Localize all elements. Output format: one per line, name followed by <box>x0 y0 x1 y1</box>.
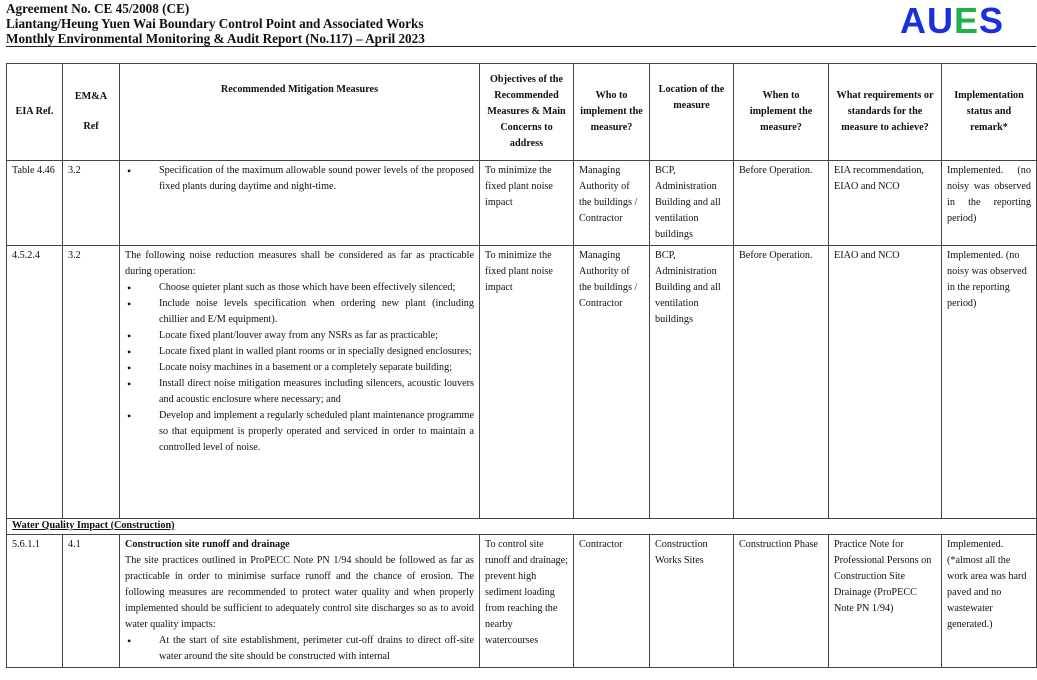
row1-requirements: EIA recommendation, EIAO and NCO <box>829 161 942 246</box>
list-item <box>125 163 474 195</box>
list-item <box>125 328 474 344</box>
logo-letter-e: E <box>954 0 980 41</box>
bullet-icon: • <box>127 377 132 391</box>
header-requirements: What requirements or standards for the measure to achieve? <box>829 64 942 161</box>
report-header <box>6 1 425 46</box>
agreement-number: Agreement No. CE 45/2008 (CE) <box>6 1 190 16</box>
row2-intro: The following noise reduction measures shall be considered as far as practicable during operation: <box>125 250 474 277</box>
project-title: Liantang/Heung Yuen Wai Boundary Control Point and Associated Works <box>6 16 424 31</box>
report-title: Monthly Environmental Monitoring & Audit Report (No.117) – April 2023 <box>6 31 425 46</box>
row2-eia-ref: 4.5.2.4 <box>7 246 63 519</box>
bullet-text: Locate fixed plant/louver away from any NSRs as far as practicable; <box>159 330 438 341</box>
row1-eia-ref: Table 4.46 <box>7 161 63 246</box>
bullet-text: Install direct noise mitigation measures including silencers, acoustic louvers and acoustic enclosure where necessary; and <box>159 378 474 405</box>
bullet-text: Choose quieter plant such as those which have been effectively silenced; <box>159 282 456 293</box>
header-eia-ref: EIA Ref. <box>7 64 63 161</box>
header-ema-ref <box>63 64 120 161</box>
header-objectives: Objectives of the Recommended Measures & Main Concerns to address <box>480 64 574 161</box>
bullet-icon: • <box>127 634 132 648</box>
row3-objectives: To control site runoff and drainage; prevent high sediment loading from reaching the nearby watercourses <box>480 535 574 668</box>
row3-paragraph: The site practices outlined in ProPECC Note PN 1/94 should be followed as far as practicable in order to minimise surface runoff and the chance of erosion. The following measures are recommended to protect water quality and when properly implemented should be sufficient to adequately control site discharges so as to avoid water quality impacts: <box>125 555 474 630</box>
bullet-text: Locate fixed plant in walled plant rooms or in specially designed enclosures; <box>159 346 472 357</box>
header-ema-ref-line2: Ref <box>83 121 99 132</box>
bullet-icon: • <box>127 345 132 359</box>
row3-status: Implemented. (*almost all the work area was hard paved and no wastewater generated.) <box>942 535 1037 668</box>
bullet-icon: • <box>127 361 132 375</box>
bullet-icon: • <box>127 297 132 311</box>
section-title: Water Quality Impact (Construction) <box>12 520 175 531</box>
bullet-icon: • <box>127 164 132 178</box>
bullet-icon: • <box>127 281 132 295</box>
bullet-icon: • <box>127 329 132 343</box>
bullet-text: Include noise levels specification when ordering new plant (including chillier and E/M equipment). <box>159 298 474 325</box>
header-ema-ref-line1: EM&A <box>74 91 108 102</box>
row1-measures <box>120 161 480 246</box>
bullet-text: Develop and implement a regularly scheduled plant maintenance programme so that equipment is properly operated and serviced in order to maintain a controlled level of noise. <box>159 410 474 453</box>
header-status: Implementation status and remark* <box>942 64 1037 161</box>
row2-objectives: To minimize the fixed plant noise impact <box>480 246 574 519</box>
header-when: When to implement the measure? <box>734 64 829 161</box>
logo-letter-u: U <box>927 0 954 41</box>
section-title-cell <box>7 519 1037 535</box>
list-item <box>125 408 474 456</box>
row3-location: Construction Works Sites <box>650 535 734 668</box>
bullet-text: Specification of the maximum allowable sound power levels of the proposed fixed plants during daytime and night-time. <box>159 165 474 192</box>
table-row <box>7 246 1037 519</box>
row3-requirements: Practice Note for Professional Persons on Construction Site Drainage (ProPECC Note PN 1/94) <box>829 535 942 668</box>
table-header-row <box>7 64 1037 161</box>
logo-letter-a: A <box>900 0 927 41</box>
logo-letter-s: S <box>979 0 1005 41</box>
list-item <box>125 280 474 296</box>
list-item <box>125 344 474 360</box>
row1-when: Before Operation. <box>734 161 829 246</box>
row3-when: Construction Phase <box>734 535 829 668</box>
row2-status: Implemented. (no noisy was observed in the reporting period) <box>942 246 1037 519</box>
list-item <box>125 376 474 408</box>
header-location: Location of the measure <box>650 64 734 161</box>
row3-heading: Construction site runoff and drainage <box>125 539 290 550</box>
aues-logo <box>900 2 1004 40</box>
header-who: Who to implement the measure? <box>574 64 650 161</box>
mitigation-measures-table <box>6 63 1037 668</box>
row2-ema-ref: 3.2 <box>63 246 120 519</box>
row2-measures <box>120 246 480 519</box>
bullet-text: At the start of site establishment, perimeter cut-off drains to direct off-site water around the site should be constructed with internal <box>159 635 474 662</box>
row3-ema-ref: 4.1 <box>63 535 120 668</box>
list-item <box>125 360 474 376</box>
section-row <box>7 519 1037 535</box>
row1-ema-ref: 3.2 <box>63 161 120 246</box>
row2-who: Managing Authority of the buildings / Contractor <box>574 246 650 519</box>
row1-who: Managing Authority of the buildings / Contractor <box>574 161 650 246</box>
row2-location: BCP, Administration Building and all ventilation buildings <box>650 246 734 519</box>
bullet-icon: • <box>127 409 132 423</box>
table-row <box>7 161 1037 246</box>
row3-eia-ref: 5.6.1.1 <box>7 535 63 668</box>
row1-location: BCP, Administration Building and all ventilation buildings <box>650 161 734 246</box>
row1-status: Implemented. (no noisy was observed in the reporting period) <box>942 161 1037 246</box>
row2-when: Before Operation. <box>734 246 829 519</box>
row3-who: Contractor <box>574 535 650 668</box>
row3-measures <box>120 535 480 668</box>
header-divider <box>6 46 1036 47</box>
list-item <box>125 633 474 665</box>
table-row <box>7 535 1037 668</box>
header-measures: Recommended Mitigation Measures <box>120 64 480 161</box>
row2-requirements: EIAO and NCO <box>829 246 942 519</box>
bullet-text: Locate noisy machines in a basement or a completely separate building; <box>159 362 453 373</box>
row1-objectives: To minimize the fixed plant noise impact <box>480 161 574 246</box>
list-item <box>125 296 474 328</box>
